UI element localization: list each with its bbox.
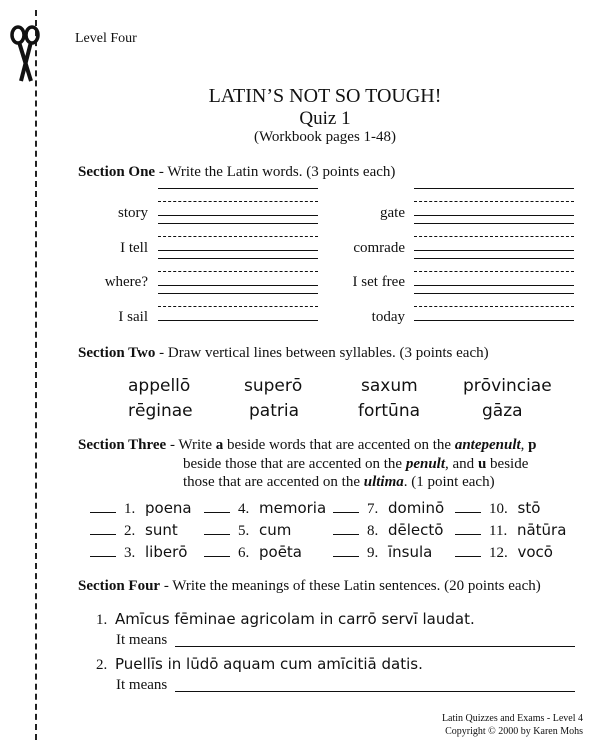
- s2-word: rēginae: [128, 401, 193, 421]
- s2-word: patria: [249, 401, 300, 421]
- section-two-title: Section Two: [78, 345, 156, 361]
- s3-word: poēta: [259, 543, 303, 561]
- s4-text: Amīcus fēminae agricolam in carrō servī laudat.: [115, 610, 475, 628]
- s3-word: sunt: [145, 521, 178, 539]
- s4-sentence-2: [96, 655, 423, 674]
- s3-text: ultima: [363, 474, 404, 490]
- s1-left-label-3: where?: [104, 274, 148, 290]
- s3-text: beside: [486, 456, 529, 472]
- scissors-icon: [9, 25, 41, 83]
- section-two-instruction: - Draw vertical lines between syllables. (3 points each): [155, 345, 489, 361]
- s3-num: 12.: [489, 545, 508, 561]
- s3-num: 8.: [367, 523, 379, 539]
- s3-text: those that are accented on the: [183, 474, 364, 490]
- s3-item[interactable]: [333, 521, 443, 540]
- section-one-title: Section One: [78, 164, 156, 180]
- s3-item[interactable]: [90, 499, 192, 518]
- s3-text: a: [215, 437, 224, 453]
- answer-blank[interactable]: [455, 521, 481, 535]
- section-one-heading: [78, 164, 395, 181]
- s2-word: saxum: [361, 376, 418, 396]
- s3-text: u: [477, 456, 487, 472]
- s3-text: . (1 point each): [403, 474, 495, 490]
- s3-word: vocō: [517, 543, 553, 561]
- s3-item[interactable]: [455, 521, 566, 540]
- s3-num: 1.: [124, 501, 136, 517]
- answer-line-2[interactable]: [175, 691, 575, 692]
- footer-copyright: Copyright © 2000 by Karen Mohs: [445, 726, 583, 737]
- section-four-title: Section Four: [78, 578, 161, 594]
- s3-item[interactable]: [90, 543, 187, 562]
- s3-num: 4.: [238, 501, 250, 517]
- s3-num: 5.: [238, 523, 250, 539]
- s3-num: 2.: [124, 523, 136, 539]
- s3-item[interactable]: [333, 543, 432, 562]
- answer-blank[interactable]: [204, 521, 230, 535]
- s4-num: 2.: [96, 657, 108, 673]
- s3-item[interactable]: [455, 543, 553, 562]
- section-three-line-2: [183, 456, 528, 473]
- s3-num: 3.: [124, 545, 136, 561]
- s3-word: nātūra: [516, 521, 567, 539]
- s3-word: liberō: [145, 543, 188, 561]
- quiz-title: Quiz 1: [299, 108, 351, 129]
- answer-blank[interactable]: [90, 499, 116, 513]
- s3-word: memoria: [259, 499, 327, 517]
- section-three-title: Section Three: [78, 437, 167, 453]
- s3-word: cum: [259, 521, 292, 539]
- section-one-instruction: - Write the Latin words. (3 points each): [155, 164, 396, 180]
- s3-item[interactable]: [333, 499, 444, 518]
- page-title: LATIN’S NOT SO TOUGH!: [208, 85, 442, 107]
- s1-right-label-4: today: [371, 309, 405, 325]
- s3-text: beside those that are accented on the: [183, 456, 406, 472]
- s1-left-label-4: I sail: [118, 309, 148, 325]
- level-label: Level Four: [75, 31, 137, 46]
- s3-num: 7.: [367, 501, 379, 517]
- s2-word: gāza: [482, 401, 523, 421]
- answer-blank[interactable]: [333, 499, 359, 513]
- s1-left-label-1: story: [118, 205, 148, 221]
- answer-blank[interactable]: [333, 543, 359, 557]
- answer-blank[interactable]: [90, 521, 116, 535]
- s3-word: stō: [517, 499, 541, 517]
- s2-word: appellō: [128, 376, 191, 396]
- s1-left-label-2: I tell: [120, 240, 148, 256]
- answer-blank[interactable]: [90, 543, 116, 557]
- s3-text: - Write: [166, 437, 216, 453]
- s3-text: beside words that are accented on the: [223, 437, 455, 453]
- s3-word: poena: [145, 499, 192, 517]
- section-four-heading: [78, 578, 541, 595]
- s3-num: 9.: [367, 545, 379, 561]
- s3-item[interactable]: [455, 499, 540, 518]
- s3-text: , and: [445, 456, 478, 472]
- s3-word: dēlectō: [388, 521, 444, 539]
- answer-blank[interactable]: [204, 499, 230, 513]
- s3-num: 6.: [238, 545, 250, 561]
- section-two-heading: [78, 345, 489, 362]
- s4-num: 1.: [96, 612, 108, 628]
- section-three-line-3: [183, 474, 495, 491]
- s2-word: superō: [244, 376, 303, 396]
- workbook-pages: (Workbook pages 1-48): [253, 129, 397, 145]
- s4-sentence-1: [96, 610, 475, 629]
- s3-item[interactable]: [90, 521, 178, 540]
- section-four-instruction: - Write the meanings of these Latin sentences. (20 points each): [160, 578, 541, 594]
- s3-text: ,: [520, 437, 529, 453]
- s3-num: 10.: [489, 501, 508, 517]
- s2-word: fortūna: [358, 401, 421, 421]
- s1-right-label-1: gate: [380, 205, 405, 221]
- s3-text: p: [528, 437, 537, 453]
- answer-blank[interactable]: [455, 499, 481, 513]
- s3-item[interactable]: [204, 543, 302, 562]
- s2-word: prōvinciae: [463, 376, 552, 396]
- section-three-line-1: [78, 437, 537, 454]
- footer-book-title: Latin Quizzes and Exams - Level 4: [441, 713, 583, 724]
- answer-blank[interactable]: [204, 543, 230, 557]
- s1-right-label-2: comrade: [353, 240, 405, 256]
- s3-item[interactable]: [204, 521, 291, 540]
- s3-text: antepenult: [454, 437, 521, 453]
- answer-line-1[interactable]: [175, 646, 575, 647]
- s3-text: penult: [405, 456, 446, 472]
- s4-text: Puellīs in lūdō aquam cum amīcitiā datis.: [115, 655, 423, 673]
- s3-num: 11.: [489, 523, 508, 539]
- s4-prompt-1: It means: [116, 632, 168, 648]
- s3-word: dominō: [388, 499, 445, 517]
- s1-right-label-3: I set free: [352, 274, 405, 290]
- s4-prompt-2: It means: [116, 677, 168, 693]
- s3-item[interactable]: [204, 499, 326, 518]
- answer-blank[interactable]: [455, 543, 481, 557]
- s3-word: īnsula: [388, 543, 433, 561]
- answer-blank[interactable]: [333, 521, 359, 535]
